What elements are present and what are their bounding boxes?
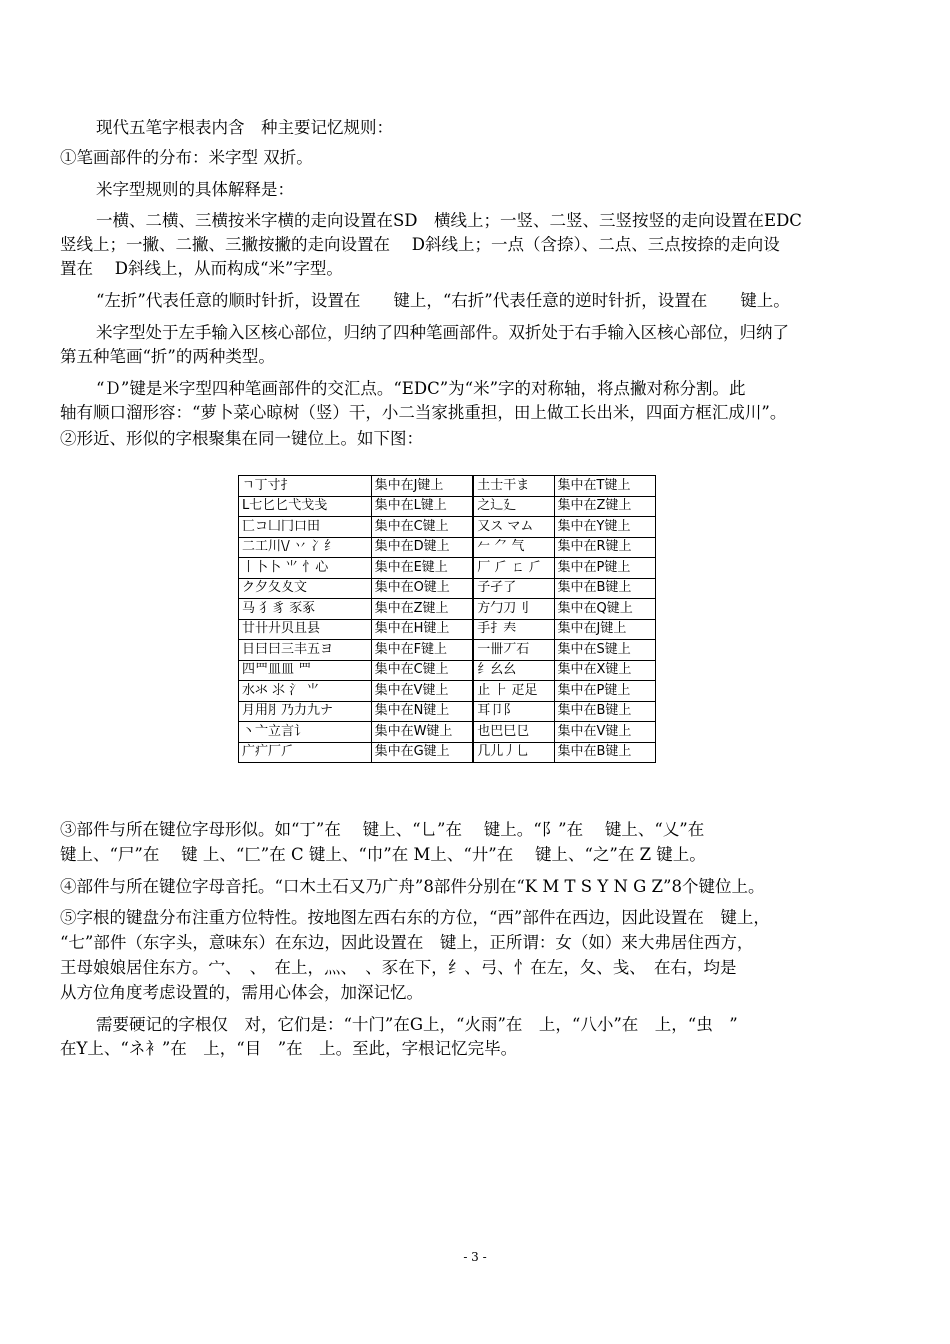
- right-key-cell: 集中在B键上: [554, 578, 656, 599]
- table-row: [239, 742, 656, 763]
- rule-5-line-1: ⑤字根的键盘分布注重方位特性。按地图左西右东的方位，“西”部件在西边，因此设置在 键上，: [60, 908, 770, 927]
- memorize-line-2: 在Y上、“ネ衤”在 上，“目 ”在 上。至此，字根记忆完毕。: [60, 1039, 518, 1058]
- memorize-line-1: 需要硬记的字根仅 对，它们是：“十门”在G上，“火雨”在 上，“八小”在 上，“虫 ”: [96, 1015, 738, 1034]
- left-roots-cell: ク夕夂夊文: [239, 578, 372, 599]
- left-key-cell: 集中在E键上: [371, 558, 473, 579]
- left-key-cell: 集中在D键上: [371, 537, 473, 558]
- table-row: [239, 640, 656, 661]
- table-row: [239, 701, 656, 722]
- region-paragraph-line-1: 米字型处于左手输入区核心部位，归纳了四种笔画部件。双折处于右手输入区核心部位，归纳了: [96, 323, 789, 342]
- left-key-cell: 集中在C键上: [371, 660, 473, 681]
- root-cluster-table: [238, 475, 656, 763]
- left-key-cell: 集中在L键上: [371, 496, 473, 517]
- mizi-paragraph-line-3: 置在 D斜线上，从而构成“米”字型。: [60, 259, 343, 278]
- table-row: [239, 496, 656, 517]
- right-key-cell: 集中在R键上: [554, 537, 656, 558]
- table-row: [239, 619, 656, 640]
- table-row: [239, 476, 656, 497]
- right-key-cell: 集中在P键上: [554, 681, 656, 702]
- table-row: [239, 660, 656, 681]
- left-key-cell: 集中在V键上: [371, 681, 473, 702]
- table-row: [239, 578, 656, 599]
- d-key-paragraph-line-2: 轴有顺口溜形容：“萝卜菜心晾树（竖）干，小二当家挑重担，田上做工长出米，四面方框汇成川”。: [60, 403, 787, 422]
- rule-5-line-2: “七”部件（东字头，意味东）在东边，因此设置在 键上，正所谓：女（如）来大弗居住西方，: [60, 933, 754, 952]
- left-roots-cell: 丨卜卜 ⺌ 忄心: [239, 558, 372, 579]
- right-key-cell: 集中在Z键上: [554, 496, 656, 517]
- mizi-paragraph-line-1: 一横、二横、三横按米字横的走向设置在SD 横线上；一竖、二竖、三竖按竖的走向设置在EDC: [96, 211, 802, 230]
- right-roots-cell: 耳卩阝: [473, 701, 554, 722]
- page-number: - 3 -: [463, 1250, 487, 1264]
- left-key-cell: 集中在W键上: [371, 722, 473, 743]
- rule-1-heading: ①笔画部件的分布：米字型 双折。: [60, 148, 313, 167]
- left-key-cell: 集中在C键上: [371, 517, 473, 538]
- left-roots-cell: 二工川\/ 丷 冫纟: [239, 537, 372, 558]
- left-key-cell: 集中在G键上: [371, 742, 473, 763]
- right-roots-cell: 纟幺幺: [473, 660, 554, 681]
- rule-2-heading: ②形近、形似的字根聚集在同一键位上。如下图：: [60, 429, 423, 448]
- left-roots-cell: L七匕匕弋戈戋: [239, 496, 372, 517]
- right-key-cell: 集中在V键上: [554, 722, 656, 743]
- right-roots-cell: 手扌𡗗: [473, 619, 554, 640]
- rule-5-line-3: 王母娘娘居住东方。宀、 、 在上，灬、 、豕在下，纟、弓、忄在左，夂、戋、 在右，均是: [60, 958, 737, 977]
- right-roots-cell: 一卌丆石: [473, 640, 554, 661]
- table-row: [239, 517, 656, 538]
- mizi-explain-heading: 米字型规则的具体解释是：: [96, 180, 294, 199]
- left-key-cell: 集中在N键上: [371, 701, 473, 722]
- left-roots-cell: 马 犭豸 豕豖: [239, 599, 372, 620]
- right-roots-cell: 止 ⺊ 疋足: [473, 681, 554, 702]
- left-key-cell: 集中在O键上: [371, 578, 473, 599]
- right-key-cell: 集中在S键上: [554, 640, 656, 661]
- right-key-cell: 集中在B键上: [554, 742, 656, 763]
- left-key-cell: 集中在H键上: [371, 619, 473, 640]
- right-roots-cell: 也巴巳㔾: [473, 722, 554, 743]
- left-roots-cell: ㄱ丁寸扌: [239, 476, 372, 497]
- fold-paragraph: “左折”代表任意的顺时针折，设置在 键上，“右折”代表任意的逆时针折，设置在 键上。: [96, 291, 790, 310]
- right-roots-cell: 几儿丿乚: [473, 742, 554, 763]
- table-row: [239, 599, 656, 620]
- right-key-cell: 集中在J键上: [554, 619, 656, 640]
- left-key-cell: 集中在Z键上: [371, 599, 473, 620]
- rule-3-line-2: 键上、“尸”在 键 上、“匚”在 C 键上、“巾”在 M上、“廾”在 键上、“之”在 Z 键上。: [60, 845, 706, 864]
- right-key-cell: 集中在X键上: [554, 660, 656, 681]
- right-roots-cell: 之辶廴: [473, 496, 554, 517]
- right-key-cell: 集中在P键上: [554, 558, 656, 579]
- rule-3-line-1: ③部件与所在键位字母形似。如“丁”在 键上、“乚”在 键上。“阝”在 键上、“乂”在: [60, 820, 705, 839]
- right-key-cell: 集中在Q键上: [554, 599, 656, 620]
- mizi-paragraph-line-2: 竖线上；一撇、二撇、三撇按撇的走向设置在 D斜线上；一点（含捺）、二点、三点按捺的走向设: [60, 235, 780, 254]
- left-roots-cell: 广疒厂⺁: [239, 742, 372, 763]
- right-key-cell: 集中在Y键上: [554, 517, 656, 538]
- left-key-cell: 集中在J键上: [371, 476, 473, 497]
- left-roots-cell: 日曰曰三丰五ヨ: [239, 640, 372, 661]
- table-row: [239, 681, 656, 702]
- right-roots-cell: 厂 ⺁ ㄈ ⺁: [473, 558, 554, 579]
- right-roots-cell: 𠂉 ⺈ 气: [473, 537, 554, 558]
- right-roots-cell: 又ス マム: [473, 517, 554, 538]
- right-key-cell: 集中在B键上: [554, 701, 656, 722]
- region-paragraph-line-2: 第五种笔画“折”的两种类型。: [60, 347, 275, 366]
- table-row: [239, 722, 656, 743]
- right-key-cell: 集中在T键上: [554, 476, 656, 497]
- table-row: [239, 537, 656, 558]
- rule-5-line-4: 从方位角度考虑设置的，需用心体会，加深记忆。: [60, 983, 423, 1002]
- left-roots-cell: 四罒皿皿 ⺫: [239, 660, 372, 681]
- left-key-cell: 集中在F键上: [371, 640, 473, 661]
- left-roots-cell: 水氺 ⺢ 氵 ⺌: [239, 681, 372, 702]
- right-roots-cell: 土士干ま: [473, 476, 554, 497]
- intro-line: 现代五笔字根表内含 种主要记忆规则：: [96, 118, 393, 137]
- left-roots-cell: 匸コ凵冂口田: [239, 517, 372, 538]
- right-roots-cell: 子孑了: [473, 578, 554, 599]
- right-roots-cell: 方勹刀刂: [473, 599, 554, 620]
- d-key-paragraph-line-1: “Ｄ”键是米字型四种笔画部件的交汇点。“EDC”为“米”字的对称轴，将点撇对称分割。此: [96, 379, 746, 398]
- left-roots-cell: 月用⺼乃力九ナ: [239, 701, 372, 722]
- left-roots-cell: 廿卄廾贝且县: [239, 619, 372, 640]
- table-row: [239, 558, 656, 579]
- rule-4-line: ④部件与所在键位字母音托。“口木土石又乃广舟”8部件分别在“K M T S Y N G Z”8个键位上。: [60, 877, 765, 896]
- left-roots-cell: 丶亠立言讠: [239, 722, 372, 743]
